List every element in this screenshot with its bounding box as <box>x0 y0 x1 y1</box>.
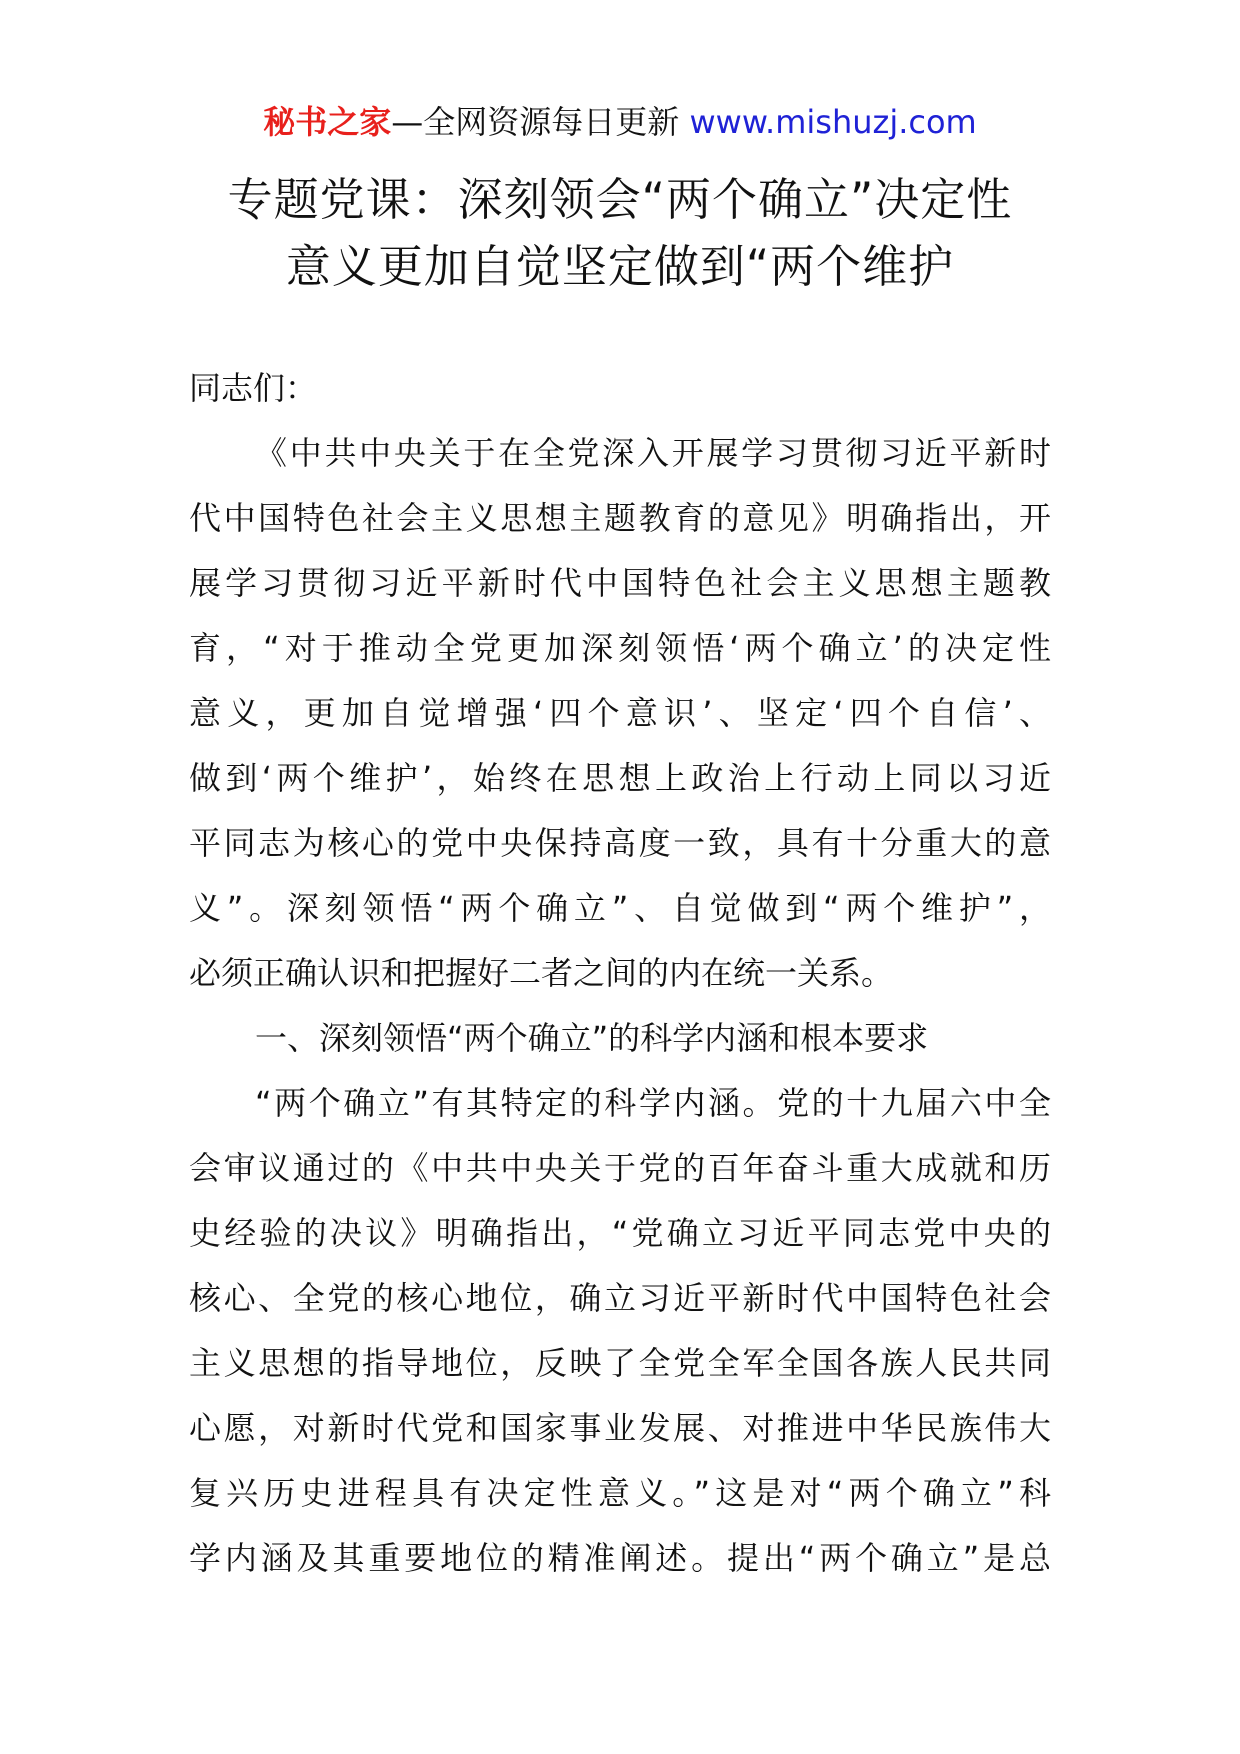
paragraph-line: 代中国特色社会主义思想主题教育的意见》明确指出，开 <box>189 499 1051 537</box>
section-heading: 一、深刻领悟“两个确立”的科学内涵和根本要求 <box>255 1019 929 1057</box>
paragraph-line: 复兴历史进程具有决定性意义。”这是对“两个确立”科 <box>189 1474 1051 1512</box>
document-title <box>0 166 1240 300</box>
title-line-1: 专题党课：深刻领会“两个确立”决定性 <box>227 173 1013 226</box>
paragraph-2 <box>189 1071 1051 1591</box>
paragraph-line: 义”。深刻领悟“两个确立”、自觉做到“两个维护”， <box>189 889 1051 927</box>
paragraph-line: 必须正确认识和把握好二者之间的内在统一关系。 <box>189 954 894 992</box>
paragraph-line: 心愿，对新时代党和国家事业发展、对推进中华民族伟大 <box>189 1409 1051 1447</box>
paragraph-line: 史经验的决议》明确指出，“党确立习近平同志党中央的 <box>189 1214 1051 1252</box>
paragraph-line: 意义，更加自觉增强‘四个意识’、坚定‘四个自信’、 <box>189 694 1051 732</box>
paragraph-line: 学内涵及其重要地位的精准阐述。提出“两个确立”是总 <box>189 1539 1051 1577</box>
paragraph-line: 核心、全党的核心地位，确立习近平新时代中国特色社会 <box>189 1279 1051 1317</box>
header-tagline: —全网资源每日更新 <box>391 103 680 141</box>
site-header <box>0 100 1240 144</box>
paragraph-line: 平同志为核心的党中央保持高度一致，具有十分重大的意 <box>189 824 1051 862</box>
paragraph-1 <box>189 421 1051 1006</box>
document-body <box>189 356 1051 1591</box>
site-url-link[interactable]: www.mishuzj.com <box>689 103 977 141</box>
paragraph-line: 育，“对于推动全党更加深刻领悟‘两个确立’的决定性 <box>189 629 1051 667</box>
paragraph-line: “两个确立”有其特定的科学内涵。党的十九届六中全 <box>255 1084 1051 1122</box>
title-line-2: 意义更加自觉坚定做到“两个维护 <box>285 240 955 293</box>
paragraph-line: 做到‘两个维护’，始终在思想上政治上行动上同以习近 <box>189 759 1051 797</box>
paragraph-line: 《中共中央关于在全党深入开展学习贯彻习近平新时 <box>255 434 1051 472</box>
greeting: 同志们： <box>189 369 318 407</box>
brand-name: 秘书之家 <box>263 103 392 141</box>
paragraph-line: 会审议通过的《中共中央关于党的百年奋斗重大成就和历 <box>189 1149 1051 1187</box>
paragraph-line: 主义思想的指导地位，反映了全党全军全国各族人民共同 <box>189 1344 1051 1382</box>
paragraph-line: 展学习贯彻习近平新时代中国特色社会主义思想主题教 <box>189 564 1051 602</box>
